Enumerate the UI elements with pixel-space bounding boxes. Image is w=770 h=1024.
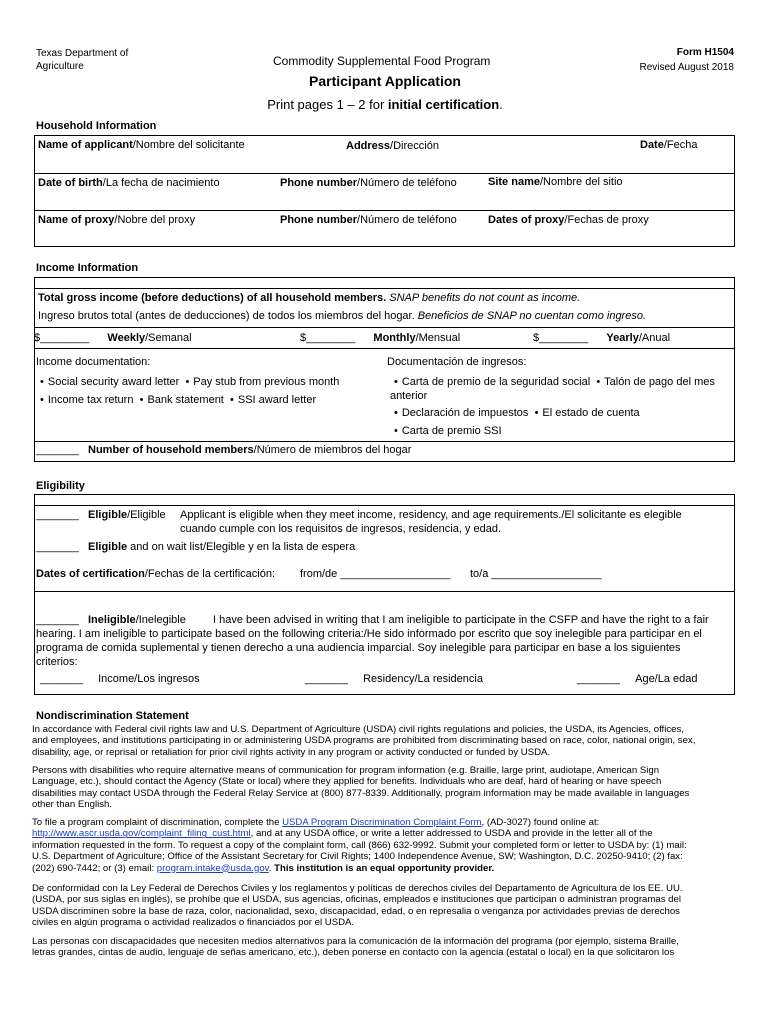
text-line: disability, age, or reprisal or retaliation for prior civil rights activity in any program or activity conducted or funded by USDA.	[32, 746, 551, 758]
list-item: • Social security award letter	[40, 376, 179, 388]
field-label: Name of applicant	[38, 139, 133, 151]
text-span: (202) 690-7442; or (3) email:	[32, 862, 157, 874]
field-label: Income/Los ingresos	[98, 673, 200, 685]
field-label: Date	[640, 139, 664, 151]
household-members-field[interactable]	[36, 444, 411, 456]
eligibility-section-title: Eligibility	[36, 480, 85, 492]
phone-number-field[interactable]	[280, 177, 457, 189]
instruction-end: .	[499, 97, 503, 112]
agency-line-2: Agriculture	[36, 61, 84, 72]
text-line: U.S. Department of Agriculture; Office of the Assistant Secretary for Civil Rights; 1400 Independence Avenue, SW; Washington, D.C. 20250-9410; (2) fax:	[32, 851, 683, 863]
criteria-income[interactable]	[40, 673, 200, 685]
text-line: letras grandes, cintas de audio, lenguaje de señas americano, etc.), deben ponerse en contacto con la agencia (estatal o local) en la que solicitaron los	[32, 947, 675, 959]
nondiscrimination-paragraph-2	[32, 765, 689, 811]
text-span: .	[268, 862, 275, 874]
field-label: Dates of proxy	[488, 214, 565, 226]
nondiscrimination-paragraph-es-2	[32, 936, 679, 959]
blank-line: _______	[36, 509, 79, 521]
list-item: • Carta de premio de la seguridad social	[394, 376, 590, 388]
list-item: • SSI award letter	[230, 394, 316, 406]
nondiscrimination-title: Nondiscrimination Statement	[36, 710, 189, 722]
field-label: Ingreso brutos total (antes de deducciones) de todos los miembros del hogar.	[38, 310, 415, 322]
text-span: , (AD-3027) found online at:	[481, 817, 600, 828]
income-doc-title-es: Documentación de ingresos:	[387, 356, 527, 368]
field-label: Yearly	[606, 332, 639, 344]
income-section-title: Income Information	[36, 262, 139, 274]
monthly-income-field[interactable]	[300, 332, 460, 344]
eligible-description: Applicant is eligible when they meet income, residency, and age requirements./El solicitante es elegible	[180, 509, 682, 521]
ineligible-text-3: programa de comida suplemental y tienen derecho a una audiencia imparcial. Soy inelegible para participar en base a los siguientes	[36, 642, 681, 654]
instruction-text: Print pages 1 – 2 for	[267, 97, 388, 112]
income-doc-list-row	[40, 394, 316, 406]
date-from-field[interactable]: from/de __________________	[300, 568, 451, 580]
address-field[interactable]	[346, 140, 439, 152]
list-item: • Pay stub from previous month	[185, 376, 339, 388]
field-label: /Semanal	[145, 332, 192, 344]
text-line: Las personas con discapacidades que necesiten medios alternativos para la comunicación de la información del programa (por ejemplo, sistema Braille,	[32, 936, 679, 947]
program-name: Commodity Supplemental Food Program	[273, 54, 491, 68]
blank-line: _______	[305, 673, 348, 685]
field-label: Eligible	[88, 541, 128, 553]
email-link[interactable]: program.intake@usda.gov	[156, 862, 269, 874]
field-label: /Dirección	[390, 140, 439, 152]
field-label: /Inelegible	[135, 614, 186, 626]
field-label: /Eligible	[127, 509, 166, 521]
field-label: Site name	[488, 176, 540, 188]
nondiscrimination-paragraph-es-1	[32, 883, 683, 929]
criteria-age[interactable]	[577, 673, 698, 685]
text-line: other than English.	[32, 799, 113, 811]
list-item: • Talón de pago del mes	[596, 376, 715, 388]
weekly-income-field[interactable]	[34, 332, 192, 344]
field-label: Dates of certification	[36, 568, 145, 580]
blank-line: $________	[300, 332, 356, 344]
eligible-description-2: cuando cumple con los requisitos de ingresos, residencia, y edad.	[180, 523, 502, 535]
field-label: Ineligible	[88, 614, 136, 626]
blank-line: _______	[36, 444, 79, 456]
text-line: information requested in the form. To request a copy of the complaint form, call (866) 632-9992. Submit your completed form or letter to USDA by: (1) mail:	[32, 839, 687, 851]
income-doc-list-row	[40, 376, 339, 388]
field-label: Eligible	[88, 509, 128, 521]
field-label: /Número de miembros del hogar	[253, 444, 412, 456]
field-label: Phone number	[280, 177, 358, 189]
list-item-continued: anterior	[390, 390, 428, 402]
field-label: Total gross income (before deductions) of all household members.	[38, 292, 387, 304]
divider	[34, 210, 735, 211]
field-label: /Fechas de la certificación:	[144, 568, 276, 580]
field-label: /Nombre del solicitante	[132, 139, 245, 151]
equal-opportunity-statement: This institution is an equal opportunity provider.	[274, 862, 495, 874]
yearly-income-field[interactable]	[533, 332, 670, 344]
divider	[34, 327, 735, 328]
divider	[34, 288, 735, 289]
ineligible-option[interactable]	[36, 614, 186, 626]
field-label: and on wait list/Elegible y en la lista de espera	[127, 541, 356, 553]
ascr-url-link[interactable]: http://www.ascr.usda.gov/complaint_filing_cust.html	[32, 828, 251, 840]
page-title: Participant Application	[309, 73, 461, 89]
field-label: Number of household members	[88, 444, 254, 456]
text-line: (USDA, por sus siglas en inglés), se prohíbe que el USDA, sus agencias, oficinas, empleados e instituciones que participan o administran programas del	[32, 894, 681, 906]
list-item-text: • Carta de premio SSI	[394, 425, 502, 437]
field-label: Weekly	[107, 332, 146, 344]
divider	[34, 348, 735, 349]
blank-line: _______	[577, 673, 620, 685]
field-label: Date of birth	[38, 177, 103, 189]
text-line: Language, etc.), should contact the Agency (State or local) where they applied for benefits. Individuals who are deaf, hard of hearing or have speech	[32, 776, 662, 788]
field-label: /Número de teléfono	[357, 214, 457, 226]
nondiscrimination-paragraph-3	[32, 817, 687, 874]
ineligible-text-1: I have been advised in writing that I am ineligible to participate in the CSFP and have the right to a fair	[213, 614, 709, 626]
proxy-phone-field[interactable]	[280, 214, 457, 226]
field-label: Address	[346, 140, 391, 152]
field-label: /Fechas de proxy	[564, 214, 649, 226]
divider	[34, 505, 735, 506]
income-doc-title: Income documentation:	[36, 356, 151, 368]
divider	[34, 591, 735, 592]
text-line: USDA discriminen sobre la base de raza, color, nacionalidad, sexo, discapacidad, edad, o en represalia o venganza por actividades previas de derechos	[32, 905, 680, 917]
form-number: Form H1504	[676, 47, 734, 58]
text-line	[32, 817, 687, 828]
dob-field[interactable]	[38, 177, 220, 189]
text-line: civiles en algún programa o actividad realizados o financiados por el USDA.	[32, 917, 355, 929]
certification-dates-label	[36, 568, 275, 580]
list-item: • El estado de cuenta	[535, 407, 640, 419]
print-instruction	[0, 97, 770, 112]
eligible-option[interactable]	[36, 509, 166, 521]
total-income-label-es	[38, 310, 646, 322]
criteria-residency[interactable]	[305, 673, 483, 685]
text-line: In accordance with Federal civil rights law and U.S. Department of Agriculture (USDA) civil rights regulations and policies, the USDA, its Agencies, offices,	[32, 724, 684, 735]
blank-line: $________	[533, 332, 589, 344]
household-section-title: Household Information	[36, 120, 157, 132]
agency-name	[36, 47, 128, 73]
site-name-field[interactable]	[488, 176, 623, 188]
total-income-label	[38, 292, 580, 304]
field-label: Name of proxy	[38, 214, 115, 226]
field-label: Residency/La residencia	[363, 673, 483, 685]
ineligible-text-4: criterios:	[36, 656, 78, 668]
field-label: Age/La edad	[635, 673, 698, 685]
field-label: /Mensual	[415, 332, 461, 344]
waitlist-option[interactable]	[36, 541, 355, 553]
proxy-name-field[interactable]	[38, 214, 195, 226]
income-table	[34, 277, 735, 462]
list-item: • Income tax return	[40, 394, 133, 406]
text-line	[32, 863, 687, 874]
field-label: /Nombre del sitio	[539, 176, 623, 188]
income-doc-list-row-es	[394, 407, 640, 419]
date-to-field[interactable]: to/a __________________	[470, 568, 602, 580]
text-span: , and at any USDA office, or write a letter addressed to USDA and provide in the letter all of the	[250, 828, 653, 840]
blank-line: _______	[40, 673, 83, 685]
list-item: • Declaración de impuestos	[394, 407, 528, 419]
list-item: • Bank statement	[140, 394, 224, 406]
field-note: Beneficios de SNAP no cuentan como ingreso.	[414, 310, 647, 322]
complaint-form-link[interactable]: USDA Program Discrimination Complaint Form	[282, 817, 482, 828]
field-label: /Fecha	[663, 139, 698, 151]
field-label: /Nobre del proxy	[114, 214, 196, 226]
text-line	[32, 828, 687, 839]
text-line: disabilities may contact USDA through the Federal Relay Service at (800) 877-8339. Additionally, program information may be made available in languages	[32, 787, 690, 799]
field-note: SNAP benefits do not count as income.	[386, 292, 581, 304]
field-label: /Anual	[638, 332, 671, 344]
proxy-dates-field[interactable]	[488, 214, 649, 226]
ineligible-text-2: hearing. I am ineligible to participate based on the following criteria:/He sido informado por escrito que soy inelegible para participar en el	[36, 628, 702, 640]
agency-line-1: Texas Department of	[36, 48, 129, 59]
instruction-bold: initial certification	[387, 97, 500, 112]
name-applicant-field[interactable]	[38, 139, 245, 151]
text-line: and employees, and institutions participating in or administering USDA programs are prohibited from discriminating based on race, color, national origin, sex,	[32, 735, 696, 747]
field-label: Monthly	[373, 332, 416, 344]
income-doc-list-row-es	[394, 376, 715, 388]
blank-line: _______	[36, 614, 79, 626]
blank-line: $________	[34, 332, 90, 344]
divider	[34, 173, 735, 174]
revised-date: Revised August 2018	[639, 62, 734, 73]
blank-line: _______	[36, 541, 79, 553]
field-label: Phone number	[280, 214, 358, 226]
field-label: /La fecha de nacimiento	[102, 177, 220, 189]
text-line: Persons with disabilities who require alternative means of communication for program information (e.g. Braille, large print, audiotape, American Sign	[32, 765, 660, 776]
divider	[34, 441, 735, 442]
date-field[interactable]	[640, 139, 697, 151]
text-span: To file a program complaint of discrimination, complete the	[32, 817, 283, 828]
field-label: /Número de teléfono	[357, 177, 457, 189]
text-line: De conformidad con la Ley Federal de Derechos Civiles y los reglamentos y políticas de derechos civiles del Departamento de Agricultura de los EE. UU.	[32, 883, 683, 894]
list-item	[394, 425, 502, 437]
nondiscrimination-paragraph-1	[32, 724, 695, 758]
